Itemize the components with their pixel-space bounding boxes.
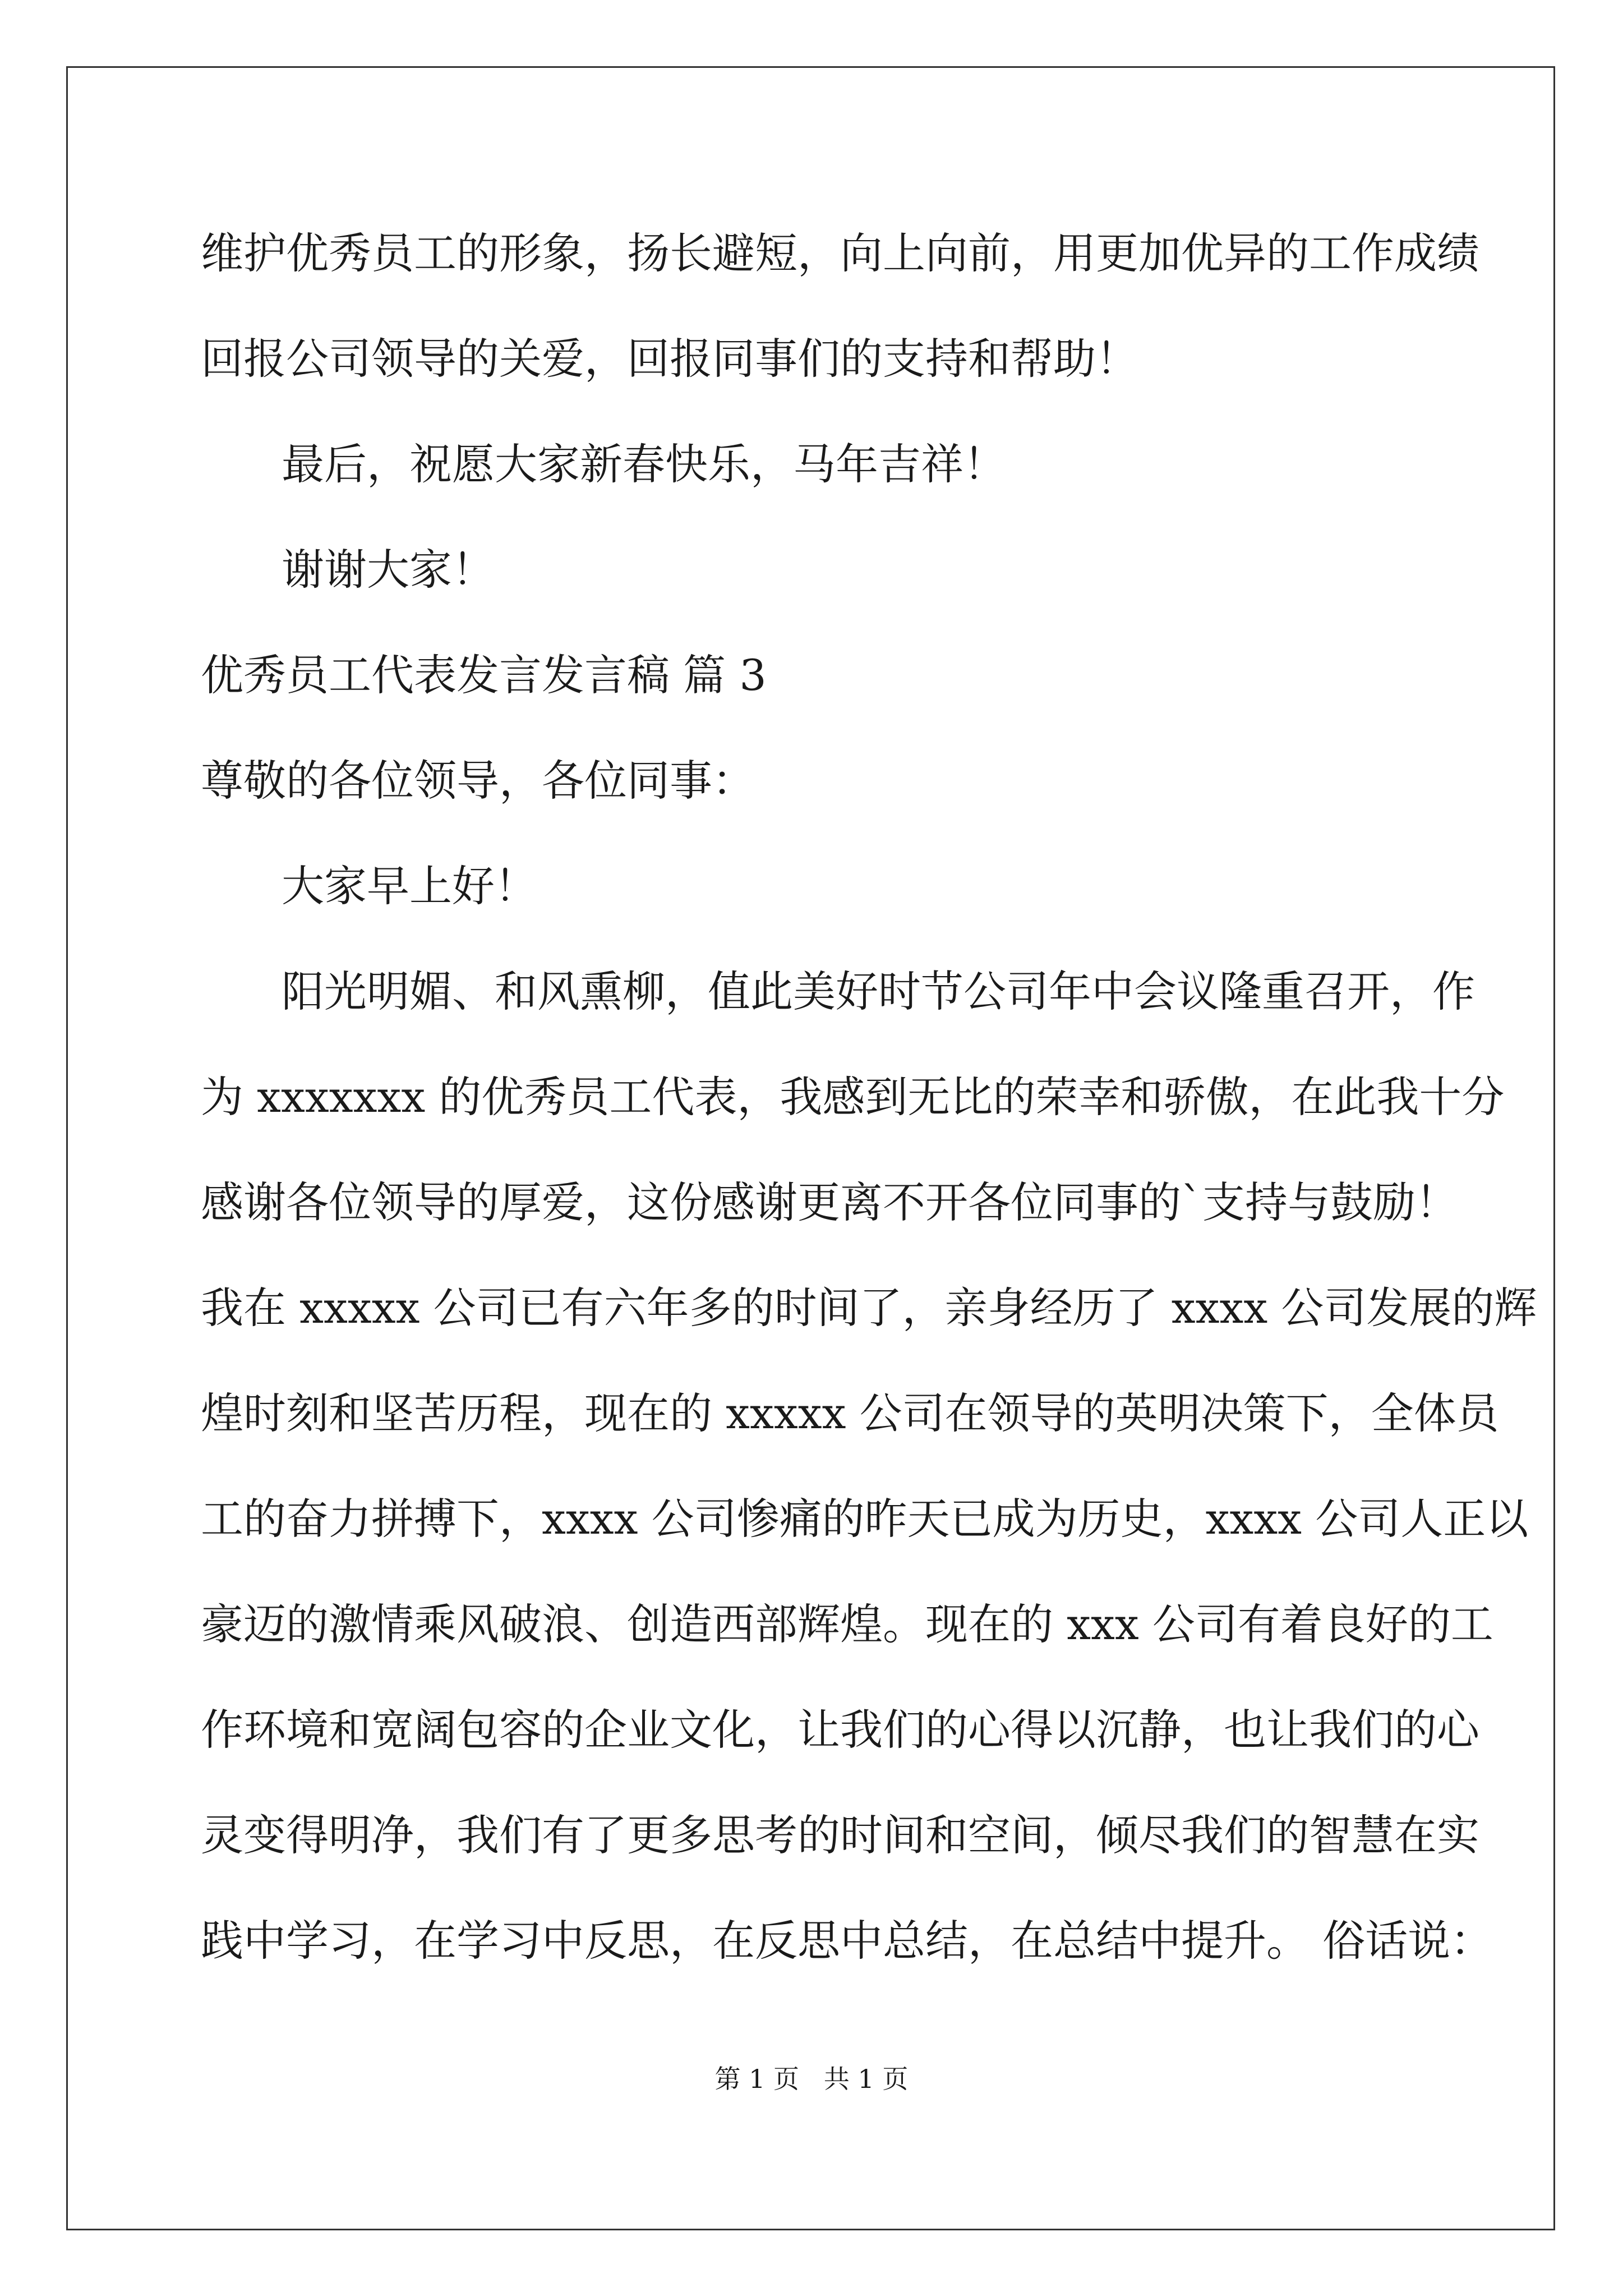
text-line: 践中学习，在学习中反思，在反思中总结，在总结中提升。 俗话说：: [201, 1916, 1493, 1966]
page-border: [66, 66, 1555, 2230]
salutation: 尊敬的各位领导，各位同事：: [201, 756, 755, 806]
greeting: 大家早上好！: [282, 861, 537, 911]
text-line: 灵变得明净，我们有了更多思考的时间和空间，倾尽我们的智慧在实: [201, 1810, 1479, 1860]
text-line: 回报公司领导的关爱，回报同事们的支持和帮助！: [201, 334, 1138, 384]
text-line: 工的奋力拼搏下，xxxx 公司惨痛的昨天已成为历史，xxxx 公司人正以: [201, 1494, 1529, 1544]
text-line: 作环境和宽阔包容的企业文化，让我们的心得以沉静，也让我们的心: [201, 1705, 1479, 1755]
text-line: 谢谢大家！: [282, 545, 495, 595]
text-line: 豪迈的激情乘风破浪、创造西部辉煌。现在的 xxx 公司有着良好的工: [201, 1599, 1493, 1649]
text-line: 阳光明媚、和风熏柳，值此美好时节公司年中会议隆重召开，作: [282, 967, 1475, 1016]
page-footer: 第 1 页 共 1 页: [714, 2064, 909, 2094]
section-heading: 优秀员工代表发言发言稿 篇 3: [201, 650, 767, 700]
text-line: 为 xxxxxxx 的优秀员工代表，我感到无比的荣幸和骄傲，在此我十分: [201, 1072, 1505, 1122]
text-line: 煌时刻和坚苦历程，现在的 xxxxx 公司在领导的英明决策下，全体员: [201, 1388, 1499, 1438]
text-line: 维护优秀员工的形象，扬长避短，向上向前，用更加优异的工作成绩: [201, 228, 1479, 278]
text-line: 感谢各位领导的厚爱，这份感谢更离不开各位同事的`支持与鼓励！: [201, 1177, 1458, 1227]
text-line: 我在 xxxxx 公司已有六年多的时间了，亲身经历了 xxxx 公司发展的辉: [201, 1283, 1537, 1333]
text-line: 最后，祝愿大家新春快乐，马年吉祥！: [282, 439, 1006, 489]
